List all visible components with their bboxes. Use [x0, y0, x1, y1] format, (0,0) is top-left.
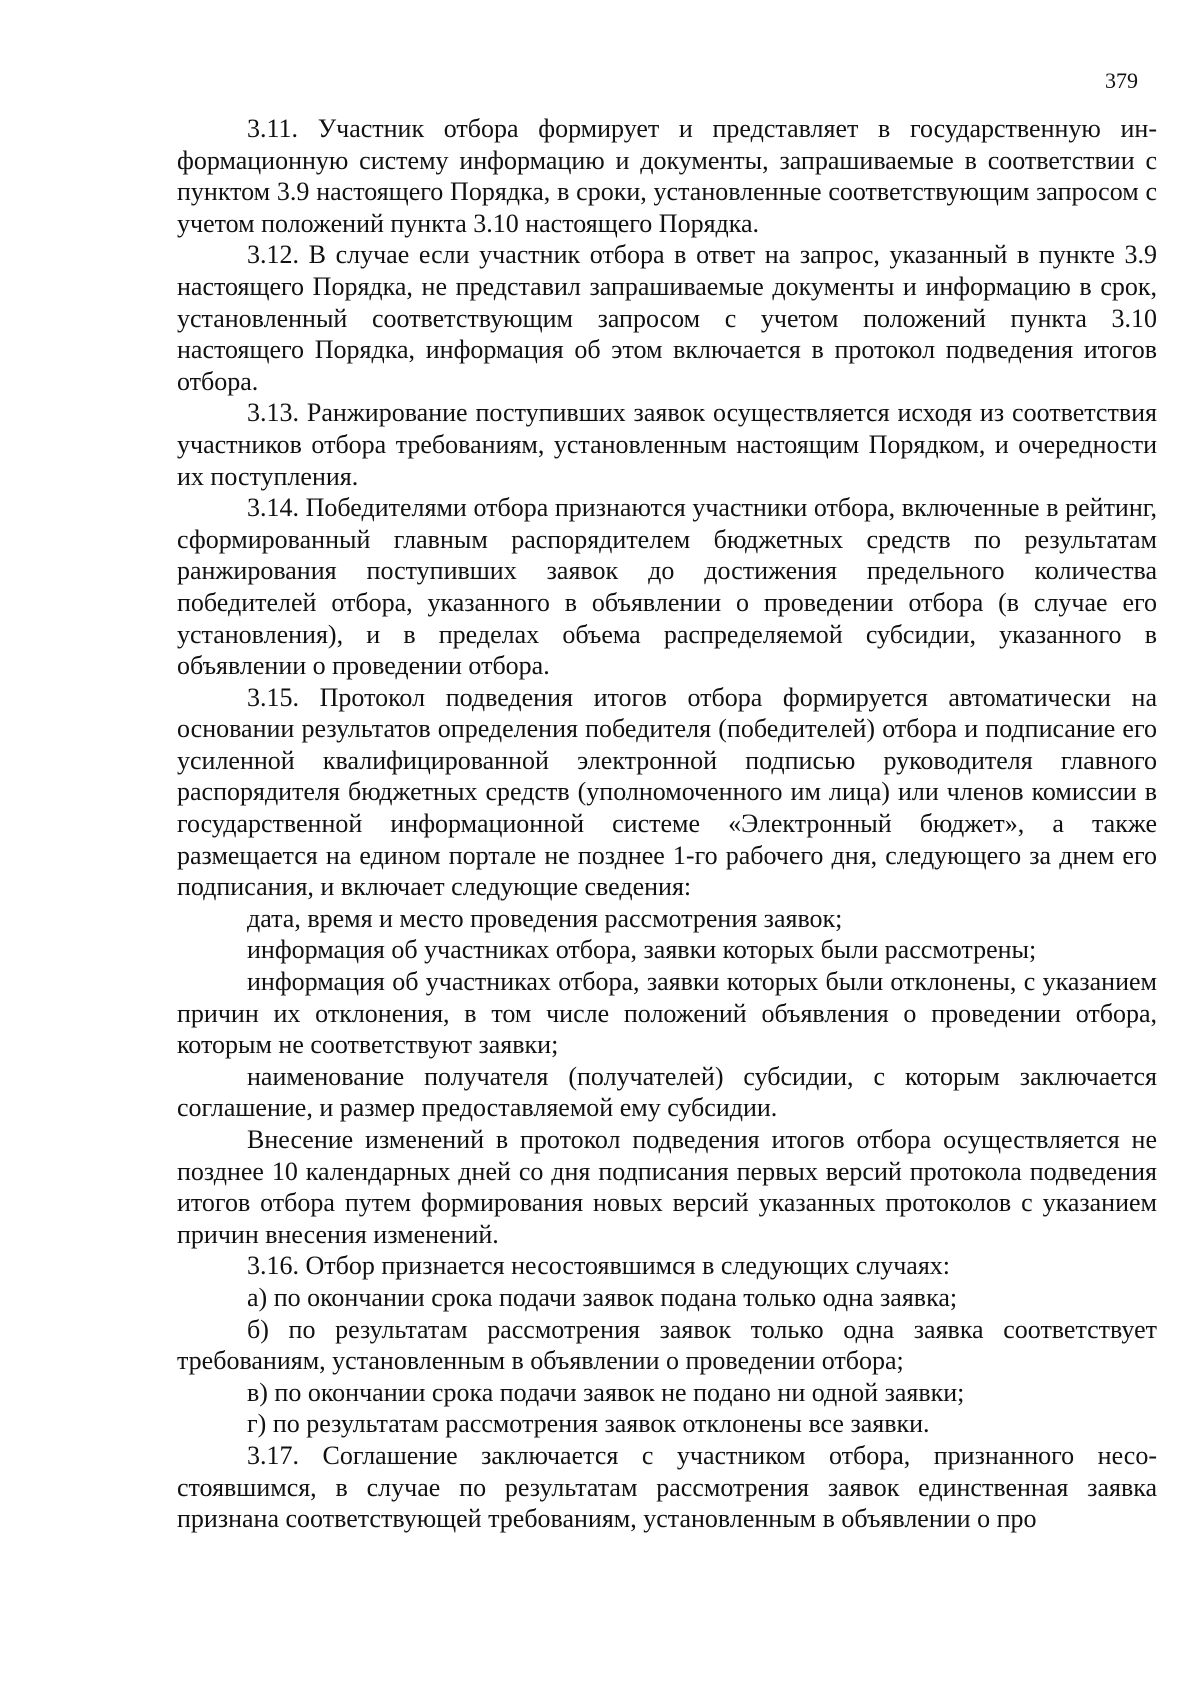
list-item-g: г) по результатам рассмотрения заявок отклонены все заявки. [247, 1409, 930, 1439]
page-number: 379 [1105, 68, 1138, 93]
list-item-a: а) по окончании срока подачи заявок подана только одна заявка; [247, 1282, 958, 1312]
list-item-b: б) по результатам рассмотрения заявок только одна заявка соответствует требованиям, установленным в объявлении о проведении отбора; [177, 1314, 1157, 1376]
list-item-reviewed-participants: информация об участниках отбора, заявки которых были рассмотрены; [247, 935, 1037, 965]
paragraph-protocol-changes: Внесение изменений в протокол подведения итогов отбора осуществляется не позднее 10 календарных дней со дня подписания первых версий протокола подведения итогов отбора путем формирования новых версий указанных протоколов с указанием причин внесения изменений. [177, 1125, 1157, 1249]
list-item-v: в) по окончании срока подачи заявок не подано ни одной заявки; [247, 1377, 965, 1407]
list-item-recipient-name: наименование получателя (получателей) субсидии, с которым заключается соглашение, и размер предоставляемой ему субсидии. [177, 1061, 1157, 1123]
paragraph-3-17: 3.17. Соглашение заключается с участником отбора, признанного несостоявшимся, в случае по результатам рассмотрения заявок единственная заявка признана соответствующей требованиям, установленным в объявлении о про [177, 1440, 1157, 1534]
paragraph-3-12: 3.12. В случае если участник отбора в ответ на запрос, указанный в пункте 3.9 настоящего Порядка, не представил запрашиваемые документы и информацию в срок, установленный соответствующим запросом с учетом положений пункта 3.10 настоящего Порядка, информация об этом включается в протокол подведения итогов отбора. [177, 240, 1157, 396]
paragraph-3-13: 3.13. Ранжирование поступивших заявок осуществляется исходя из соответствия участников отбора требованиям, установленным настоящим Порядком, и очередности их поступления. [177, 398, 1157, 491]
list-item-rejected-participants: информация об участниках отбора, заявки которых были отклонены, с указанием причин их отклонения, в том числе положений объявления о проведении отбора, которым не соответствуют заявки; [177, 967, 1157, 1060]
paragraph-3-15: 3.15. Протокол подведения итогов отбора формируется автоматически на основании результатов определения победителя (победителей) отбора и подписание его усиленной квалифицированной электронной подписью руководителя главного распорядителя бюджетных средств (уполномоченного им лица) или членов комиссии в государственной информационной системе «Электронный бюджет», а также размещается на едином портале не позднее 1-го рабочего дня, следующего за днем его подписания, и включает следующие сведения: [177, 682, 1157, 902]
list-item-date-time-place: дата, время и место проведения рассмотрения заявок; [247, 903, 843, 933]
paragraph-3-11: 3.11. Участник отбора формирует и представляет в государственную информационную систему информацию и документы, запрашиваемые в соответствии с пунктом 3.9 настоящего Порядка, в сроки, установленные соответствующим запросом с учетом положений пункта 3.10 настоящего Порядка. [177, 114, 1157, 238]
document-body [177, 113, 1157, 1535]
paragraph-3-14: 3.14. Победителями отбора признаются участники отбора, включенные в рейтинг, сформированный главным распорядителем бюджетных средств по результатам ранжирования поступивших заявок до достижения предельного количества победителей отбора, указанного в объявлении о проведении отбора (в случае его установления), и в пределах объема распределяемой субсидии, указанного в объявлении о проведении отбора. [177, 493, 1157, 681]
paragraph-3-16: 3.16. Отбор признается несостоявшимся в следующих случаях: [247, 1251, 951, 1281]
